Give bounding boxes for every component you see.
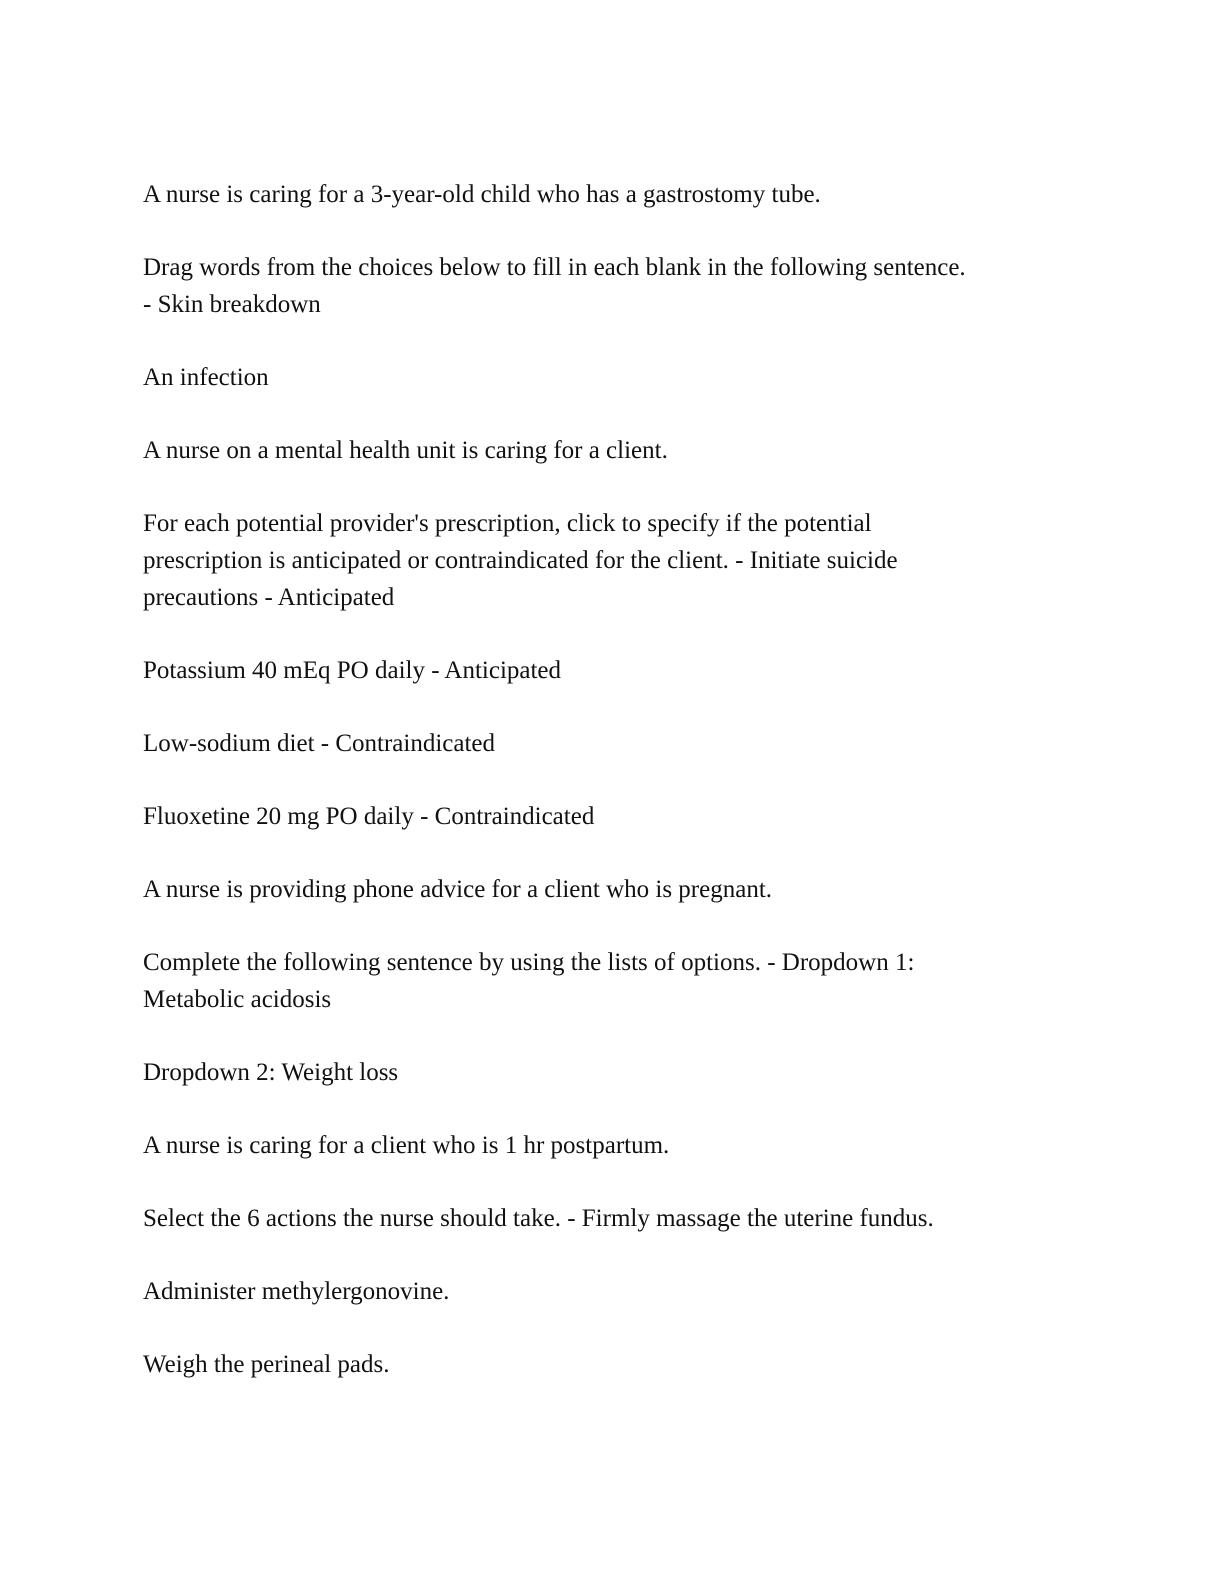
paragraph-drag-words-instruction: Drag words from the choices below to fill in each blank in the following sentence. - Skin breakdown bbox=[143, 254, 966, 318]
paragraph-methylergonovine: Administer methylergonovine. bbox=[143, 1278, 450, 1305]
paragraph-dropdown-2: Dropdown 2: Weight loss bbox=[143, 1059, 399, 1086]
paragraph-prescription-instruction: For each potential provider's prescription, click to specify if the potential prescription is anticipated or contraindicated for the client. - Initiate suicide precautions - Anticipated bbox=[143, 510, 898, 611]
paragraph-mental-health-scenario: A nurse on a mental health unit is caring for a client. bbox=[143, 437, 668, 464]
paragraph-dropdown-1: Complete the following sentence by using the lists of options. - Dropdown 1: Metabolic acidosis bbox=[143, 949, 915, 1013]
document-body bbox=[143, 176, 1083, 1419]
paragraph-potassium: Potassium 40 mEq PO daily - Anticipated bbox=[143, 657, 562, 684]
paragraph-postpartum-scenario: A nurse is caring for a client who is 1 hr postpartum. bbox=[143, 1132, 670, 1159]
paragraph-infection: An infection bbox=[143, 364, 269, 391]
paragraph-low-sodium-diet: Low-sodium diet - Contraindicated bbox=[143, 730, 496, 757]
paragraph-perineal-pads: Weigh the perineal pads. bbox=[143, 1351, 390, 1378]
paragraph-pregnancy-scenario: A nurse is providing phone advice for a client who is pregnant. bbox=[143, 876, 773, 903]
paragraph-fluoxetine: Fluoxetine 20 mg PO daily - Contraindicated bbox=[143, 803, 595, 830]
paragraph-gastrostomy-scenario: A nurse is caring for a 3-year-old child who has a gastrostomy tube. bbox=[143, 181, 821, 208]
paragraph-select-actions: Select the 6 actions the nurse should take. - Firmly massage the uterine fundus. bbox=[143, 1205, 934, 1232]
